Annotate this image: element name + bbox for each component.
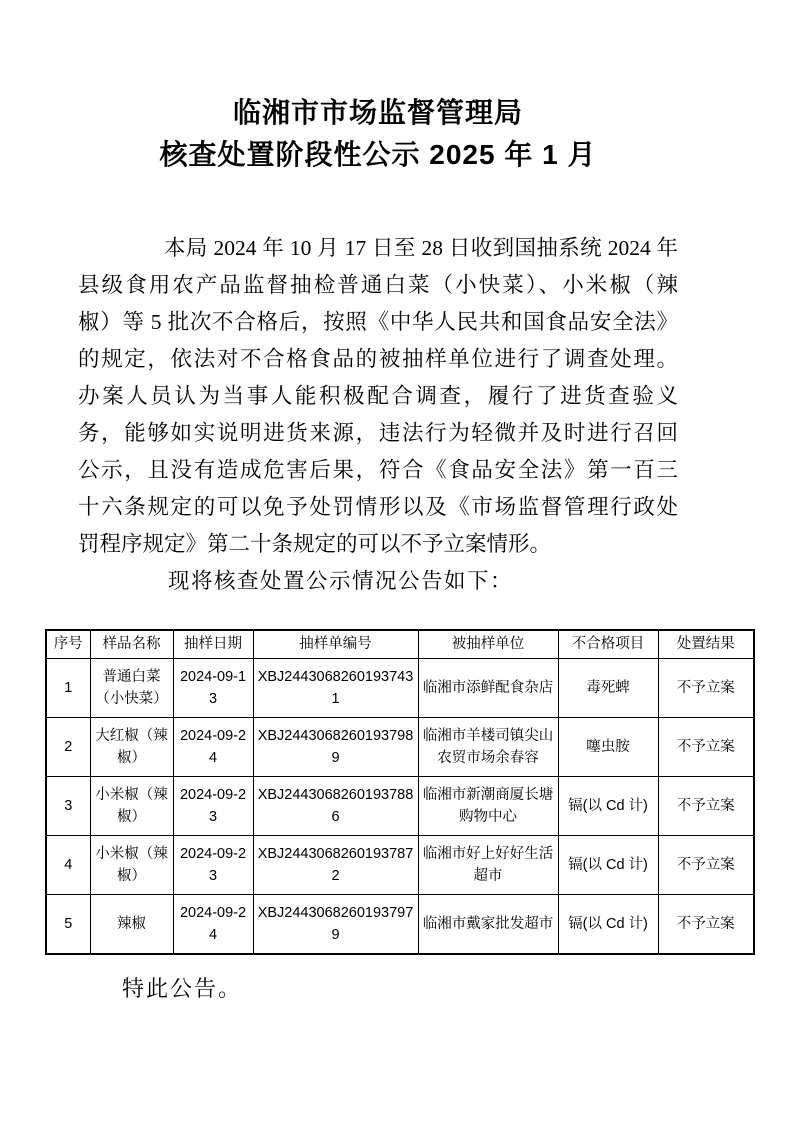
table-cell: 小米椒（辣椒） [90,777,173,836]
body-paragraph [78,230,678,563]
table-cell: 2024-09-23 [173,836,253,895]
page-title-line-2: 核查处置阶段性公示 2025 年 1 月 [159,139,597,170]
table-header-cell: 处置结果 [658,630,754,659]
table-header-cell: 被抽样单位 [418,630,558,659]
table-cell: 3 [46,777,90,836]
table-cell: 2024-09-13 [173,659,253,718]
table-cell: 普通白菜（小快菜） [90,659,173,718]
table-cell: 镉(以 Cd 计) [558,895,658,955]
table-cell: 不予立案 [658,777,754,836]
table-cell: 不予立案 [658,836,754,895]
table-row [46,659,754,718]
table-cell: XBJ24430682601937886 [253,777,418,836]
page-title [78,0,678,176]
table-cell: 毒死蜱 [558,659,658,718]
table-header-cell: 样品名称 [90,630,173,659]
body-line: 务，能够如实说明进货来源，违法行为轻微并及时进行召回 [78,421,678,445]
table-cell: 临湘市新潮商厦长塘购物中心 [418,777,558,836]
table-cell: 4 [46,836,90,895]
body-line: 公示，且没有造成危害后果，符合《食品安全法》第一百三 [78,458,678,482]
table-header-cell: 序号 [46,630,90,659]
table-cell: 镉(以 Cd 计) [558,777,658,836]
table-body [46,659,754,955]
table-cell: 2024-09-24 [173,895,253,955]
table-cell: 临湘市好上好好生活超市 [418,836,558,895]
table-cell: 小米椒（辣椒） [90,836,173,895]
table-cell: 不予立案 [658,895,754,955]
table-row [46,836,754,895]
table-cell: 2024-09-24 [173,718,253,777]
table-header-cell: 抽样日期 [173,630,253,659]
table-cell: 噻虫胺 [558,718,658,777]
table-cell: 辣椒 [90,895,173,955]
table-header-cell: 不合格项目 [558,630,658,659]
body-line: 罚程序规定》第二十条规定的可以不予立案情形。 [78,532,552,556]
body-line: 本局 2024 年 10 月 17 日至 28 日收到国抽系统 2024 年 [164,236,678,260]
body-line: 的规定，依法对不合格食品的被抽样单位进行了调查处理。 [78,347,678,371]
table-cell: 2024-09-23 [173,777,253,836]
body-line: 办案人员认为当事人能积极配合调查，履行了进货查验义 [78,384,678,408]
table-cell: 不予立案 [658,659,754,718]
page-title-line-1: 临湘市市场监督管理局 [232,97,523,128]
table-row [46,718,754,777]
table-cell: 5 [46,895,90,955]
body-line: 十六条规定的可以免予处罚情形以及《市场监督管理行政处 [78,495,678,519]
table-header-cell: 抽样单编号 [253,630,418,659]
table-row [46,895,754,955]
table-cell: 2 [46,718,90,777]
table-cell: 临湘市戴家批发超市 [418,895,558,955]
table-cell: 1 [46,659,90,718]
table-cell: XBJ24430682601937872 [253,836,418,895]
closing-statement: 特此公告。 [122,976,243,1001]
table-cell: XBJ24430682601937431 [253,659,418,718]
table-cell: XBJ24430682601937989 [253,718,418,777]
table-cell: 临湘市羊楼司镇尖山农贸市场余春容 [418,718,558,777]
body-line: 县级食用农产品监督抽检普通白菜（小快菜）、小米椒（辣 [78,273,678,297]
table-header-row [46,630,754,659]
table-cell: 临湘市添鲜配食杂店 [418,659,558,718]
body-line: 椒）等 5 批次不合格后，按照《中华人民共和国食品安全法》 [78,310,678,334]
table-row [46,777,754,836]
table-cell: XBJ24430682601937979 [253,895,418,955]
inspection-results-table [45,629,755,955]
table-cell: 不予立案 [658,718,754,777]
table-cell: 大红椒（辣椒） [90,718,173,777]
intro-line: 现将核查处置公示情况公告如下： [168,569,514,593]
table-cell: 镉(以 Cd 计) [558,836,658,895]
